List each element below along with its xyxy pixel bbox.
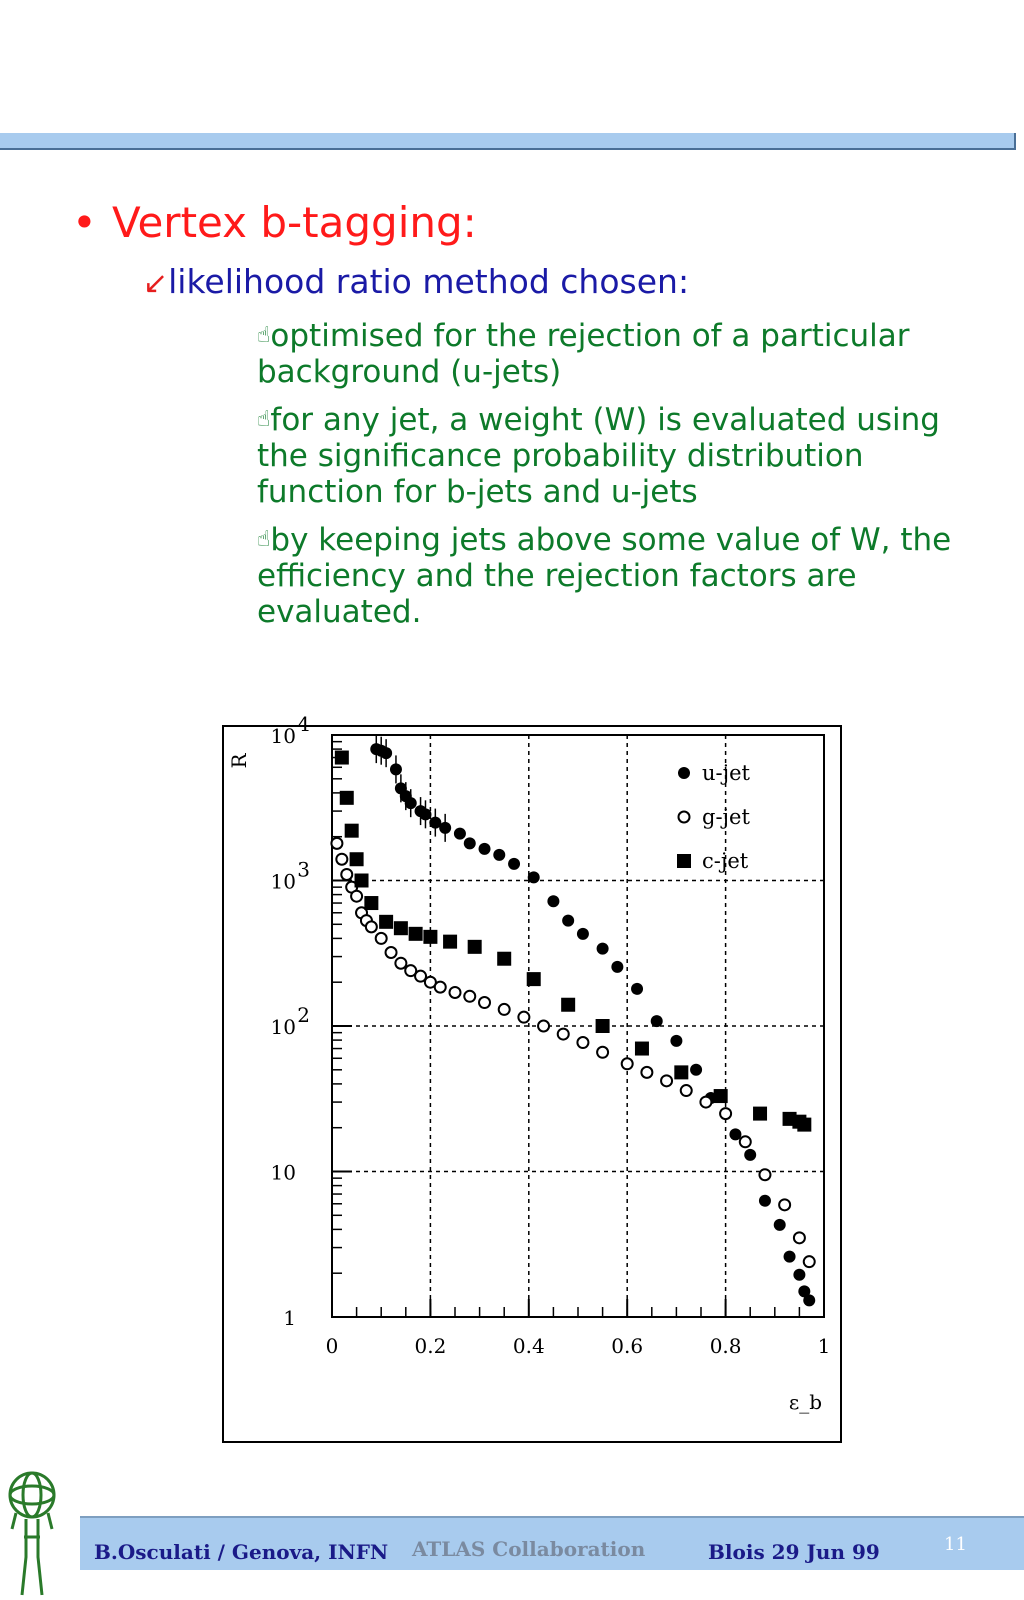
- y-tick-label: 10: [270, 1015, 296, 1039]
- data-point-c-jet: [714, 1089, 728, 1103]
- data-point-c-jet: [497, 952, 511, 966]
- data-point-u-jet: [803, 1294, 815, 1306]
- data-point-g-jet: [794, 1232, 805, 1243]
- data-point-u-jet: [405, 797, 417, 809]
- point-text: for any jet, a weight (W) is evaluated using the significance probability distribution function for b-jets and u-jets: [257, 402, 940, 510]
- data-point-g-jet: [341, 869, 352, 880]
- data-point-u-jet: [670, 1035, 682, 1047]
- data-point-g-jet: [681, 1085, 692, 1096]
- data-point-c-jet: [753, 1107, 767, 1121]
- data-point-u-jet: [744, 1149, 756, 1161]
- data-point-c-jet: [674, 1065, 688, 1079]
- x-axis-label: ε_b: [788, 1390, 822, 1414]
- data-point-g-jet: [700, 1097, 711, 1108]
- y-tick-exponent: 2: [297, 1003, 310, 1027]
- list-item: [257, 318, 977, 390]
- legend: [677, 761, 751, 873]
- data-point-c-jet: [335, 751, 349, 765]
- data-point-u-jet: [759, 1195, 771, 1207]
- legend-marker-c-jet: [677, 854, 691, 868]
- data-point-g-jet: [331, 838, 342, 849]
- y-tick-label: 10: [270, 869, 296, 894]
- data-point-u-jet: [631, 983, 643, 995]
- y-axis-label: R: [227, 753, 251, 769]
- data-point-u-jet: [774, 1219, 786, 1231]
- hand-pointer-icon: ☝: [257, 323, 271, 348]
- data-point-u-jet: [390, 763, 402, 775]
- data-point-u-jet: [597, 943, 609, 955]
- data-point-g-jet: [577, 1037, 588, 1048]
- legend-marker-g-jet: [679, 812, 690, 823]
- data-point-u-jet: [380, 747, 392, 759]
- data-point-g-jet: [720, 1108, 731, 1119]
- data-point-c-jet: [797, 1118, 811, 1132]
- data-point-g-jet: [804, 1256, 815, 1267]
- data-point-u-jet: [562, 915, 574, 927]
- y-tick-exponent: 3: [297, 857, 310, 882]
- data-point-g-jet: [464, 991, 475, 1002]
- legend-marker-u-jet: [678, 767, 690, 779]
- data-point-u-jet: [547, 895, 559, 907]
- x-tick-label: 0: [325, 1334, 339, 1358]
- data-point-c-jet: [340, 791, 354, 805]
- data-point-u-jet: [464, 837, 476, 849]
- data-point-g-jet: [661, 1075, 672, 1086]
- data-point-u-jet: [419, 808, 431, 820]
- data-point-u-jet: [784, 1251, 796, 1263]
- slide-heading: [72, 198, 477, 247]
- y-tick-exponent: 4: [297, 712, 310, 736]
- list-item: [257, 522, 977, 630]
- data-point-c-jet: [468, 940, 482, 954]
- data-point-u-jet: [493, 849, 505, 861]
- data-point-u-jet: [611, 961, 623, 973]
- legend-label-c-jet: c-jet: [702, 849, 749, 873]
- heading-text: Vertex b-tagging:: [112, 198, 477, 247]
- data-point-g-jet: [366, 921, 377, 932]
- data-point-g-jet: [597, 1047, 608, 1058]
- heading-bullet: •: [72, 198, 97, 247]
- hand-pointer-icon: ☝: [257, 527, 271, 552]
- x-tick-label: 0.8: [709, 1334, 742, 1358]
- x-tick-label: 1: [817, 1334, 831, 1358]
- top-decorative-bar: [0, 133, 1016, 150]
- data-point-u-jet: [508, 858, 520, 870]
- data-point-g-jet: [450, 987, 461, 998]
- data-point-g-jet: [336, 854, 347, 865]
- data-point-c-jet: [409, 927, 423, 941]
- data-point-u-jet: [793, 1269, 805, 1281]
- data-point-g-jet: [351, 891, 362, 902]
- data-point-g-jet: [395, 958, 406, 969]
- x-tick-label: 0.4: [512, 1334, 545, 1358]
- data-point-c-jet: [527, 972, 541, 986]
- data-point-u-jet: [439, 822, 451, 834]
- footer-date: Blois 29 Jun 99: [708, 1540, 880, 1564]
- data-point-u-jet: [577, 928, 589, 940]
- y-tick-label: 10: [270, 1160, 296, 1185]
- data-point-g-jet: [499, 1004, 510, 1015]
- subheading: [143, 262, 689, 301]
- data-point-u-jet: [651, 1015, 663, 1027]
- data-point-c-jet: [379, 915, 393, 929]
- atlas-logo-icon: [4, 1467, 64, 1597]
- data-point-g-jet: [376, 933, 387, 944]
- data-point-g-jet: [538, 1021, 549, 1032]
- bullet-points: [257, 318, 977, 642]
- grid-lines: [332, 735, 824, 1317]
- data-point-u-jet: [479, 843, 491, 855]
- point-text: optimised for the rejection of a particular background (u-jets): [257, 318, 910, 390]
- page-number: 11: [944, 1534, 967, 1555]
- data-point-g-jet: [435, 982, 446, 993]
- data-point-g-jet: [740, 1136, 751, 1147]
- x-tick-label: 0.6: [611, 1334, 644, 1358]
- x-tick-label: 0.2: [414, 1334, 447, 1358]
- y-tick-label: 1: [283, 1306, 296, 1330]
- hand-pointer-icon: ☝: [257, 407, 271, 432]
- data-point-g-jet: [558, 1029, 569, 1040]
- chart-svg: [224, 712, 840, 1441]
- data-point-c-jet: [423, 930, 437, 944]
- data-point-g-jet: [641, 1067, 652, 1078]
- data-point-u-jet: [454, 828, 466, 840]
- data-point-c-jet: [635, 1042, 649, 1056]
- point-text: by keeping jets above some value of W, the efficiency and the rejection factors are evaluated.: [257, 522, 952, 630]
- data-point-g-jet: [779, 1199, 790, 1210]
- data-point-c-jet: [355, 874, 369, 888]
- data-point-g-jet: [622, 1058, 633, 1069]
- data-point-c-jet: [596, 1019, 610, 1033]
- y-tick-label: 10: [270, 724, 296, 748]
- data-point-u-jet: [528, 871, 540, 883]
- data-point-g-jet: [479, 997, 490, 1008]
- footer-collaboration: ATLAS Collaboration: [412, 1537, 646, 1561]
- footer-author: B.Osculati / Genova, INFN: [94, 1540, 389, 1564]
- data-point-c-jet: [345, 824, 359, 838]
- data-point-c-jet: [561, 998, 575, 1012]
- subheading-text: likelihood ratio method chosen:: [168, 262, 690, 301]
- data-point-u-jet: [690, 1064, 702, 1076]
- data-point-c-jet: [350, 852, 364, 866]
- legend-label-g-jet: g-jet: [702, 805, 750, 829]
- data-point-c-jet: [443, 935, 457, 949]
- data-point-c-jet: [364, 896, 378, 910]
- data-point-g-jet: [518, 1012, 529, 1023]
- data-point-c-jet: [394, 921, 408, 935]
- rejection-vs-efficiency-chart: [222, 712, 842, 1443]
- data-point-g-jet: [386, 947, 397, 958]
- data-point-g-jet: [759, 1169, 770, 1180]
- arrow-icon: ↙: [143, 266, 169, 301]
- list-item: [257, 402, 977, 510]
- legend-label-u-jet: u-jet: [702, 761, 750, 785]
- data-point-u-jet: [729, 1128, 741, 1140]
